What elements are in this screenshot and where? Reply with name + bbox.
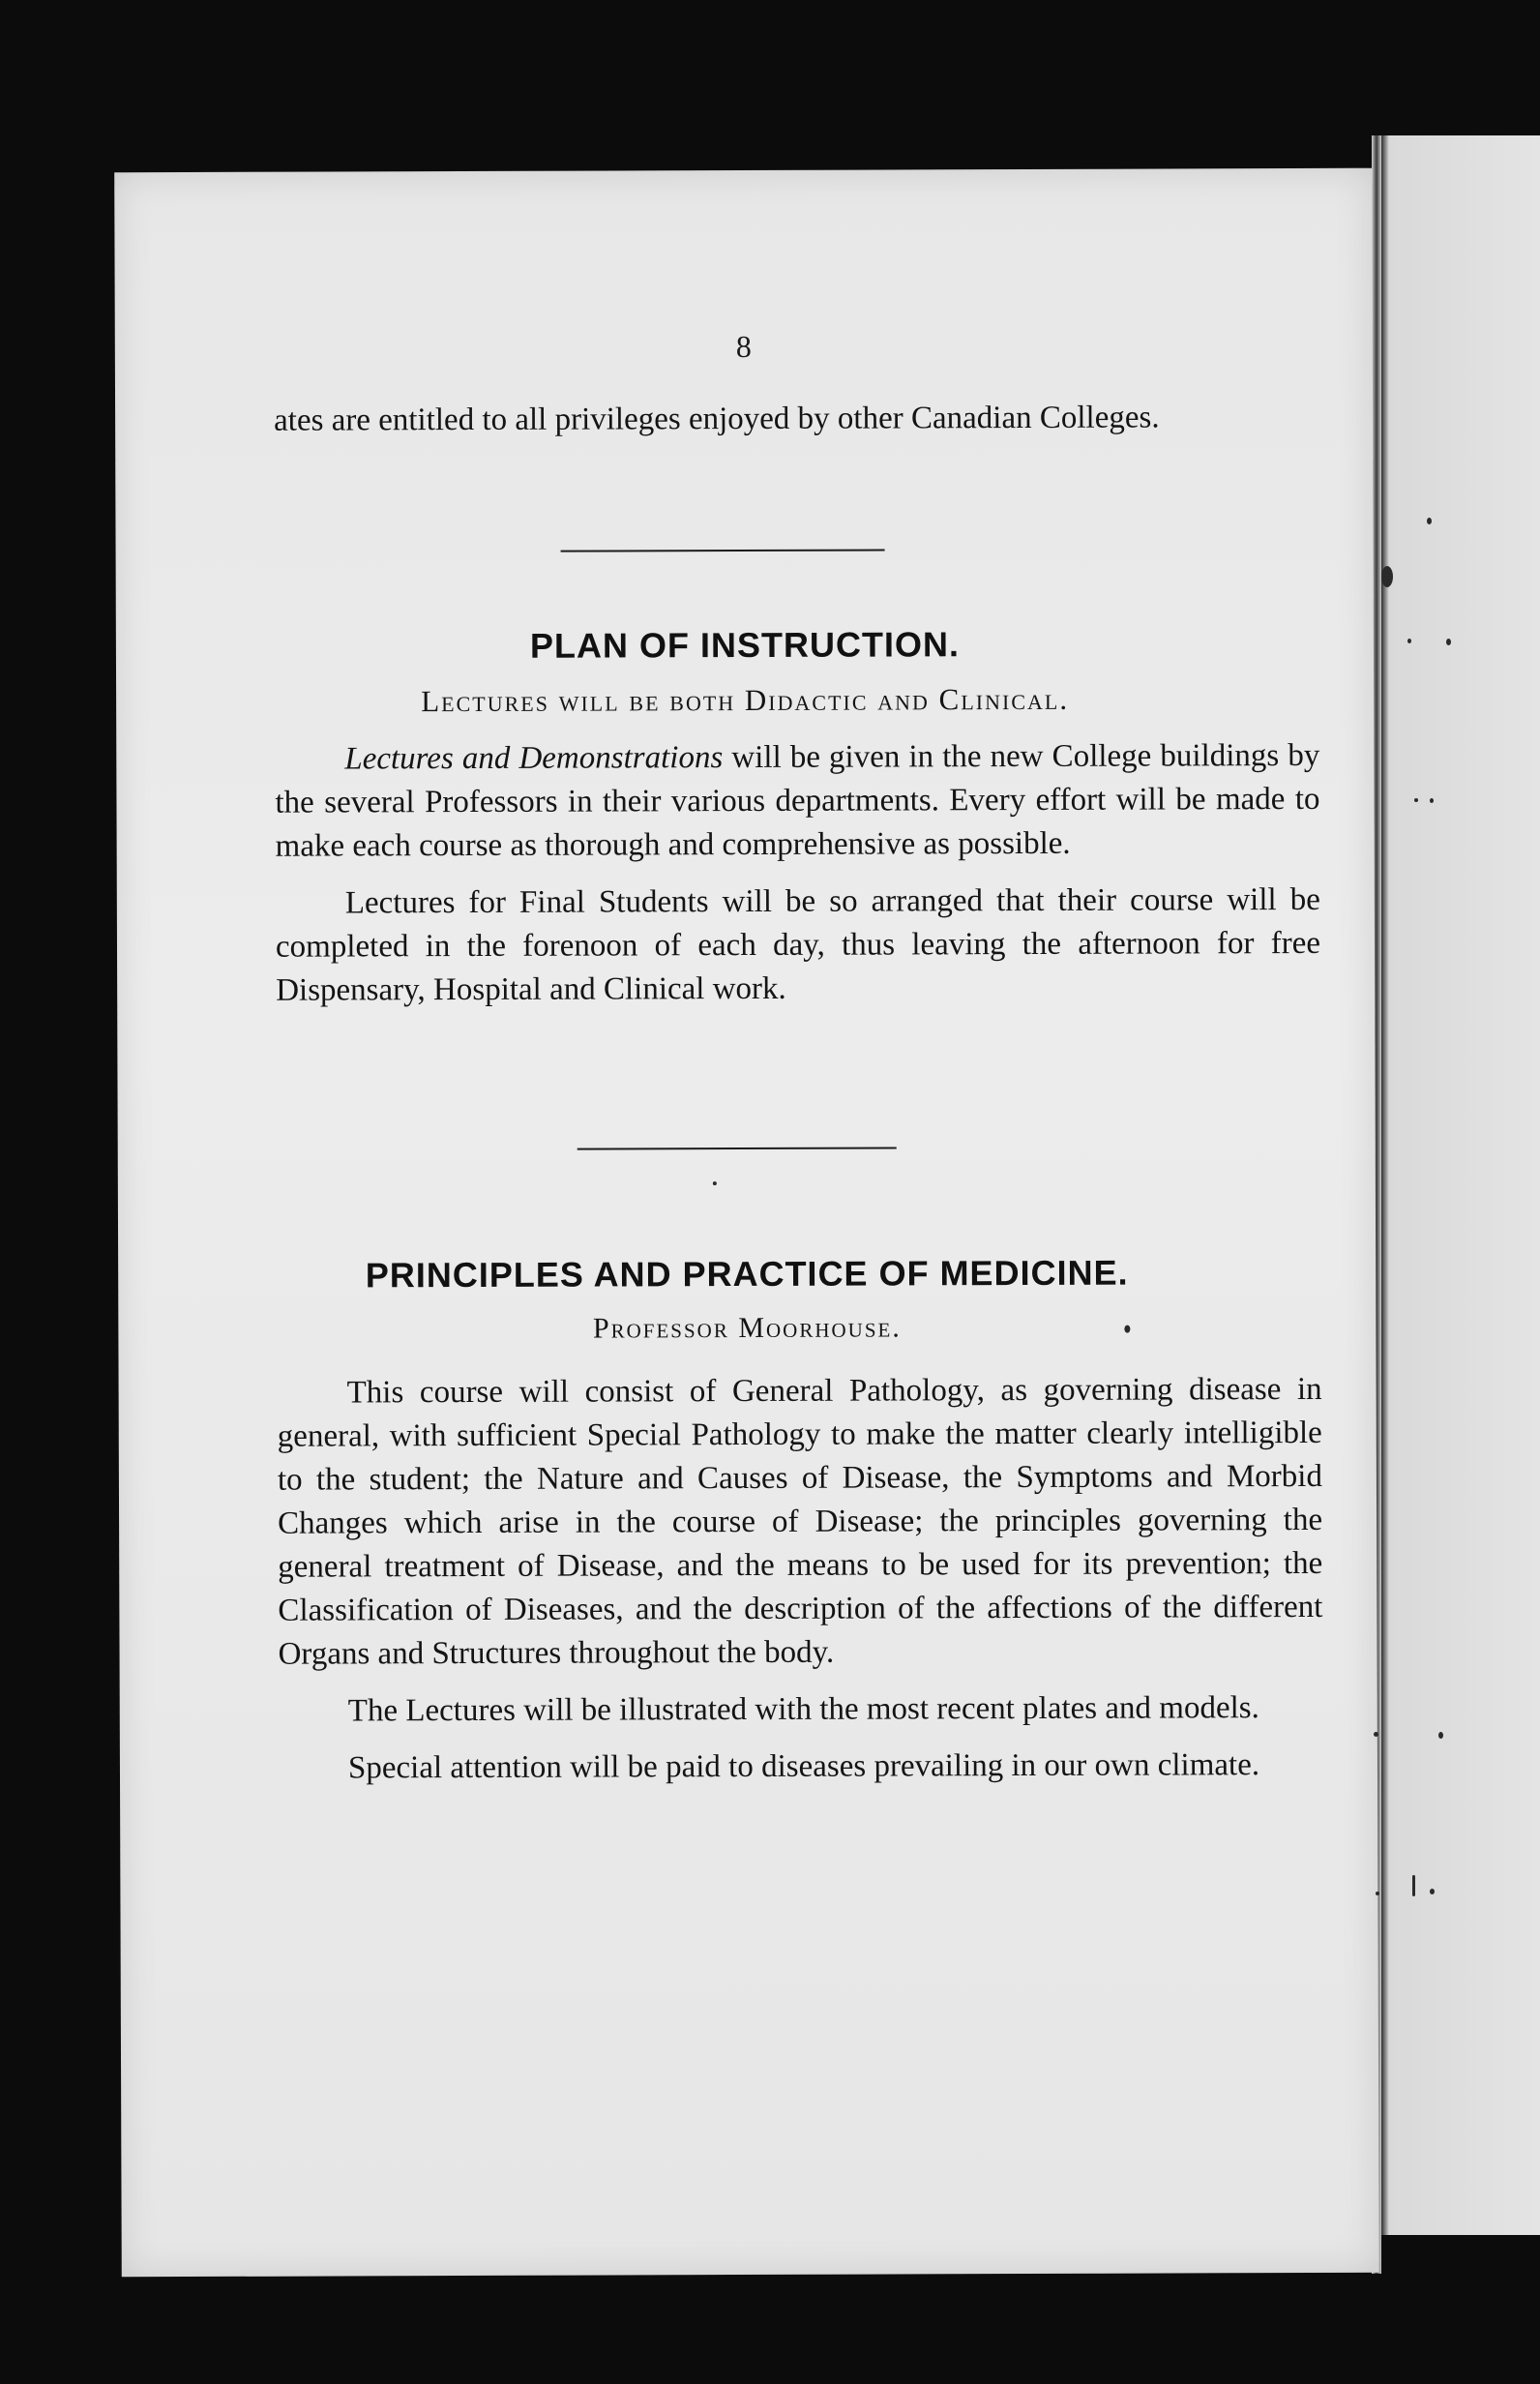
document-page bbox=[114, 168, 1379, 2278]
section-heading: PRINCIPLES AND PRACTICE OF MEDICINE. bbox=[365, 1252, 1129, 1296]
scan-speck bbox=[1381, 566, 1393, 587]
continuation-text: ates are entitled to all privileges enjoyed by other Canadian Colleges. bbox=[274, 400, 1160, 438]
scan-speck bbox=[1376, 1892, 1379, 1895]
body-paragraph: Lectures for Final Students will be so arranged that their course will be completed in the forenoon of each day, thus leaving the afternoon for free Dispensary, Hospital and Clinical work. bbox=[275, 881, 1321, 1008]
section-subheading: Lectures will be both Didactic and Clinical. bbox=[421, 681, 1070, 719]
section-body bbox=[278, 1368, 1324, 1791]
scan-speck bbox=[1374, 1732, 1378, 1737]
body-paragraph: This course will consist of General Pathology, as governing disease in general, with sufficient Special Pathology to make the matter clearly intelligible to the student; the Nature and Causes of Disease, the Symptoms and Morbid Changes which arise in the course of Disease; the principles governing the general treatment of Disease, and the means to be used for its prevention; the Classification of Diseases, and the description of the affections of the different Organs and Structures throughout the body. bbox=[277, 1371, 1323, 1672]
section-body bbox=[275, 734, 1320, 1013]
page-number: 8 bbox=[735, 328, 752, 365]
scan-speck bbox=[1407, 639, 1411, 643]
body-paragraph: The Lectures will be illustrated with the most recent plates and models. bbox=[347, 1690, 1259, 1729]
body-paragraph: Special attention will be paid to diseases prevailing in our own climate. bbox=[347, 1747, 1260, 1786]
scan-speck bbox=[1124, 1326, 1130, 1333]
scan-speck bbox=[1438, 1732, 1443, 1739]
continuation-paragraph bbox=[274, 396, 1318, 443]
scan-speck bbox=[1430, 1889, 1435, 1894]
adjacent-page-edge bbox=[1381, 135, 1540, 2235]
section-divider bbox=[578, 1147, 897, 1149]
paragraph-text: will be given in the new College buildings by the several Professors in their various departments. Every effort will be made to make each course as thorough and comprehensive as possible. bbox=[275, 737, 1320, 864]
body-paragraph bbox=[275, 734, 1319, 869]
professor-name: Professor Moorhouse. bbox=[592, 1311, 902, 1345]
scan-speck bbox=[1427, 518, 1432, 524]
scan-speck bbox=[1446, 639, 1451, 645]
scan-speck bbox=[713, 1181, 717, 1185]
scan-speck bbox=[1412, 1875, 1415, 1896]
section-heading: PLAN OF INSTRUCTION. bbox=[529, 624, 960, 666]
scan-speck bbox=[1430, 798, 1434, 803]
section-divider bbox=[561, 549, 885, 551]
scan-speck bbox=[1414, 798, 1418, 802]
italic-phrase: Lectures and Demonstrations bbox=[344, 740, 724, 777]
